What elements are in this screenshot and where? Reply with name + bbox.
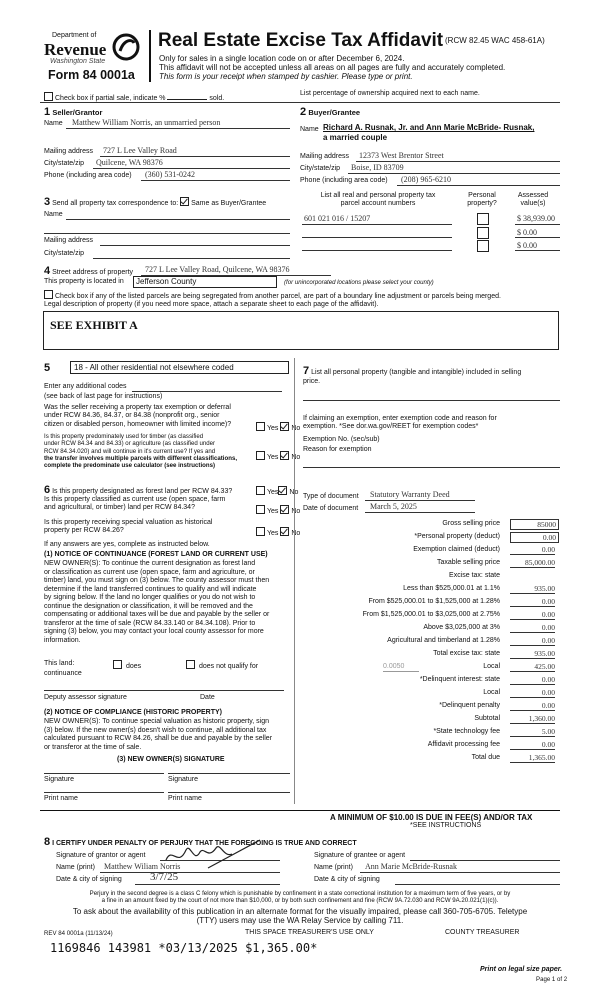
parcels-heading-2: Personal property? [467, 192, 497, 208]
tax-row-label: From $525,000.01 to $1,525,000 at 1.28% [368, 598, 500, 605]
timber-yes-no: Yes No [256, 451, 300, 462]
tax-row-label: *Delinquent interest: state [419, 676, 500, 683]
parcel-account-1: 601 021 016 / 15207 [304, 214, 371, 223]
county-treasurer: COUNTY TREASURER [445, 929, 520, 936]
timber-yes-checkbox[interactable] [256, 451, 265, 460]
personal-property-checkbox-3[interactable] [477, 240, 489, 252]
deputy-signature-line[interactable] [44, 690, 284, 691]
doc-date: March 5, 2025 [370, 502, 417, 511]
parcel-value-3: $ 0.00 [517, 241, 537, 250]
grantor-date-label: Date & city of signing [56, 876, 122, 883]
buyer-name-label: Name [300, 126, 319, 133]
grantee-date-label: Date & city of signing [314, 876, 380, 883]
same-as-buyer-checkbox[interactable] [180, 197, 189, 206]
tax-row-label: Total due [471, 754, 500, 761]
tax-row-value: 0.00 [510, 688, 555, 698]
street-address-label: 4 Street address of property [44, 265, 134, 277]
dept-line: Department of [52, 32, 97, 39]
corr-city-field[interactable] [93, 258, 290, 259]
seller-heading: 1 Seller/Grantor [44, 106, 103, 118]
seller-city: Quilcene, WA 98376 [96, 158, 163, 167]
treasurer-receipt: 1169846 143981 *03/13/2025 $1,365.00* [50, 941, 318, 955]
grantor-sig-label: Signature of grantor or agent [56, 852, 146, 859]
forest-land-question: 6 Is this property designated as forest land per RCW 84.33? [44, 484, 233, 496]
exemption-no-checkbox[interactable] [280, 422, 289, 431]
seller-mail: 727 L Lee Valley Road [103, 146, 177, 155]
grantee-sig-line[interactable] [410, 860, 560, 861]
personal-property-checkbox-2[interactable] [477, 227, 489, 239]
new-owner-signature-heading: (3) NEW OWNER(S) SIGNATURE [117, 756, 225, 763]
continuance-label: continuance [44, 670, 82, 677]
parcels-heading-1: List all real and personal property tax parcel account numbers [320, 192, 436, 208]
list-percentage-note: List percentage of ownership acquired next to each name. [300, 90, 480, 97]
grantor-name: Matthew Wiliam Norris [104, 862, 181, 871]
does-option: does [113, 660, 141, 671]
tax-row-label: Local [483, 663, 500, 670]
exemption-note: If claiming an exemption, enter exemption code and reason for exemption. *See dor.wa.gov/REET for exemption codes* [303, 415, 497, 431]
additional-codes-field[interactable] [132, 391, 282, 392]
parcel-account-field-3[interactable] [302, 250, 452, 251]
correspondence-heading: 3 Send all property tax correspondence to: Same as Buyer/Grantee [44, 196, 267, 208]
doc-date-label: Date of document [303, 505, 359, 512]
tax-row-label: Local [483, 689, 500, 696]
historic-yes-checkbox[interactable] [256, 527, 265, 536]
tax-row-value: 0.00 [510, 623, 555, 633]
tax-row-value: 425.00 [510, 662, 555, 672]
owner-print-label-2: Print name [168, 795, 202, 802]
exemption-yes-no: Yes No [256, 422, 300, 433]
parcels-heading-3: Assessed value(s) [517, 192, 549, 208]
buyer-name: Richard A. Rusnak, Jr. and Ann Marie McBride- Rusnak, [323, 123, 535, 132]
tax-row-value: 0.00 [510, 545, 555, 555]
reason-field[interactable] [303, 467, 560, 468]
grantee-name: Ann Marie McBride-Rusnak [365, 862, 457, 871]
header-note-1: Only for sales in a single location code on or after December 6, 2024. [159, 54, 405, 63]
grantee-sig-label: Signature of grantee or agent [314, 852, 406, 859]
revenue-logo-icon [112, 33, 140, 61]
form-title: Real Estate Excise Tax Affidavit [158, 30, 444, 51]
tax-row-label: From $1,525,000.01 to $3,025,000 at 2.75% [362, 611, 500, 618]
dept-state: Washington State [50, 58, 106, 65]
corr-name-field[interactable] [66, 219, 290, 220]
corr-mail-label: Mailing address [44, 237, 94, 244]
page-number: Page 1 of 2 [536, 976, 568, 983]
legal-description-text: SEE EXHIBIT A [50, 318, 138, 332]
see-instructions-note: *SEE INSTRUCTIONS [410, 822, 482, 829]
legal-description-label: Legal description of property (if you need more space, attach a separate sheet to each page of the affidavit). [44, 301, 379, 308]
parcel-value-2: $ 0.00 [517, 228, 537, 237]
partial-sale-row: Check box if partial sale, indicate % sold. [44, 92, 224, 103]
personal-property-text: 7 List all personal property (tangible and intangible) included in selling price. [303, 365, 522, 386]
seller-name-label: Name [44, 120, 63, 127]
owner-print-label-1: Print name [44, 795, 78, 802]
grantor-date: 3/7/25 [150, 871, 179, 883]
tax-row-value: 1,365.00 [510, 753, 555, 763]
current-use-no-checkbox[interactable] [280, 505, 289, 514]
tax-row-value: 935.00 [510, 584, 555, 594]
header-note-3: This form is your receipt when stamped by cashier. Please type or print. [159, 72, 413, 81]
tax-row-label: Subtotal [474, 715, 500, 722]
buyer-city-label: City/state/zip [300, 165, 341, 172]
forest-yes-no: Yes No [256, 486, 298, 497]
buyer-city: Boise, ID 83709 [351, 163, 404, 172]
minimum-due-note: A MINIMUM OF $10.00 IS DUE IN FEE(S) AND/OR TAX [330, 813, 533, 822]
current-use-question: Is this property classified as current use (open space, farm and agricultural, or timber) land per RCW 84.34? [44, 496, 226, 512]
seller-name: Matthew William Norris, an unmarried person [72, 118, 221, 127]
deputy-date-label: Date [200, 694, 215, 701]
tax-row-value[interactable]: 0.00 [510, 532, 559, 543]
alt-format-line-1: To ask about the availability of this publication in an alternate format for the visually impaired, please call 360-705-6705. Teletype [72, 907, 528, 916]
section-5-number: 5 [44, 362, 51, 374]
reason-label: Reason for exemption [303, 446, 372, 453]
timber-question: Is this property predominately used for timber (as classified under RCW 84.34 and 84.33) or agriculture (as classified under RCW 84.34.020) and will continue in it's current use? If yes and the transfer involves multiple parcels with different classifications, complete the predominate use calculator (see instructions) [44, 433, 238, 470]
timber-no-checkbox[interactable] [280, 451, 289, 460]
tax-row-label: Affidavit processing fee [427, 741, 500, 748]
segregated-row: Check box if any of the listed parcels are being segregated from another parcel, are part of a boundary line adjustment or parcels being merged. [44, 290, 501, 301]
tax-row-label: Taxable selling price [436, 559, 500, 566]
tax-row-value: 5.00 [510, 727, 555, 737]
buyer-heading: 2 Buyer/Grantee [300, 106, 361, 118]
historic-no-checkbox[interactable] [280, 527, 289, 536]
located-in-label: This property is located in [44, 278, 124, 285]
corr-mail-field[interactable] [100, 245, 290, 246]
does-not-option: does not qualify for [186, 660, 258, 671]
land-use-code-select[interactable]: 18 - All other residential not elsewhere coded [70, 361, 289, 374]
current-use-yes-no: Yes No [256, 505, 300, 516]
grantor-name-label: Name (print) [56, 864, 95, 871]
dept-revenue: Revenue [44, 40, 107, 59]
header-divider [149, 30, 151, 82]
deputy-signature-label: Deputy assessor signature [44, 694, 127, 701]
corr-city-label: City/state/zip [44, 250, 85, 257]
owner-signature-line-2[interactable] [168, 773, 290, 774]
notice-continuance-heading: (1) NOTICE OF CONTINUANCE (FOREST LAND OR CURRENT USE) [44, 551, 268, 558]
historic-yes-no: Yes No [256, 527, 300, 538]
tax-row-label: *State technology fee [433, 728, 500, 735]
seller-mail-label: Mailing address [44, 148, 94, 155]
legal-description-box[interactable] [43, 311, 559, 350]
buyer-phone-label: Phone (including area code) [300, 177, 388, 184]
owner-print-line-2[interactable] [168, 792, 290, 793]
historic-question: Is this property receiving special valuation as historical property per RCW 84.26? [44, 519, 213, 535]
county-select[interactable]: Jefferson County [133, 276, 277, 288]
tax-row-value: 0.00 [510, 701, 555, 711]
buyer-name-2: a married couple [323, 133, 388, 142]
rev-number: REV 84 0001a (11/13/24) [44, 930, 113, 937]
this-land-label: This land: [44, 660, 75, 667]
tax-row-value[interactable]: 85000 [510, 519, 559, 530]
tax-row-label: Exemption claimed (deduct) [413, 546, 500, 553]
form-rcw: (RCW 82.45 WAC 458-61A) [445, 36, 545, 45]
grantee-name-label: Name (print) [314, 864, 353, 871]
segregated-checkbox[interactable] [44, 290, 53, 299]
tax-row-value: 935.00 [510, 649, 555, 659]
notice-compliance-body: NEW OWNER(S): To continue special valuation as historic property, sign (3) below. If the new owner(s) doesn't wish to continue, all additional tax calculated pursuant to RCW 84.26, shall be due and payable by the seller or transferor at the time of sale. [44, 718, 273, 751]
tax-row-label: *Delinquent penalty [439, 702, 500, 709]
unincorporated-note: (for unincorporated locations please select your county) [284, 279, 434, 286]
tax-row-value: 1,360.00 [510, 714, 555, 724]
buyer-phone: (208) 965-6210 [401, 175, 451, 184]
tax-row-value: 0.00 [510, 675, 555, 685]
local-rate: 0.0050 [383, 663, 419, 672]
buyer-mail: 12373 West Brentor Street [359, 151, 444, 160]
exemption-question: Was the seller receiving a property tax exemption or deferral under RCW 84.36, 84.37, or 84.38 (nonprofit org., senior citizen or disabled person, homeowner with limited income)? [44, 404, 232, 428]
tax-row-label: Total excise tax: state [433, 650, 500, 657]
doc-type: Statutory Warranty Deed [370, 490, 450, 499]
partial-sale-checkbox[interactable] [44, 92, 53, 101]
tax-row-label: Excise tax: state [449, 572, 500, 579]
grantee-date-line[interactable] [395, 884, 560, 885]
tax-row-value: 0.00 [510, 597, 555, 607]
if-yes-note: If any answers are yes, complete as instructed below. [44, 541, 210, 548]
owner-signature-line-1[interactable] [44, 773, 164, 774]
current-use-yes-checkbox[interactable] [256, 505, 265, 514]
property-address: 727 L Lee Valley Road, Quilcene, WA 98376 [145, 265, 290, 274]
perjury-line-1: Perjury in the second degree is a class C felony which is punishable by confinement in a state correctional institution for a maximum term of five years, or by [89, 890, 511, 897]
tax-row-label: Less than $525,000.01 at 1.1% [403, 585, 500, 592]
tax-row-label: *Personal property (deduct) [414, 533, 500, 540]
tax-row-value: 0.00 [510, 636, 555, 646]
seller-phone-label: Phone (including area code) [44, 172, 132, 179]
buyer-mail-label: Mailing address [300, 153, 350, 160]
exemption-no-label: Exemption No. (sec/sub) [303, 436, 380, 443]
forest-no-checkbox[interactable] [278, 486, 287, 495]
form-number: Form 84 0001a [48, 68, 135, 82]
notice-compliance-heading: (2) NOTICE OF COMPLIANCE (HISTORIC PROPERTY) [44, 709, 222, 716]
owner-signature-label-2: Signature [168, 776, 198, 783]
tax-row-label: Agricultural and timberland at 1.28% [387, 637, 500, 644]
treasurer-use: THIS SPACE TREASURER'S USE ONLY [245, 929, 374, 936]
perjury-line-2: a fine in an amount fixed by the court of not more than $10,000, or by both such confinement and fine (RCW 9A.72.030 and RCW 9A.20.021(1)(c)). [101, 897, 499, 904]
tax-row-value: 85,000.00 [510, 558, 555, 568]
does-not-qualify-checkbox[interactable] [186, 660, 195, 669]
forest-yes-checkbox[interactable] [256, 486, 265, 495]
exemption-yes-checkbox[interactable] [256, 422, 265, 431]
corr-name-label: Name [44, 211, 63, 218]
header-note-2: This affidavit will not be accepted unless all areas on all pages are fully and accurately completed. [159, 63, 506, 72]
personal-property-checkbox-1[interactable] [477, 213, 489, 225]
tax-row-label: Above $3,025,000 at 3% [423, 624, 500, 631]
additional-codes-label: Enter any additional codes [44, 383, 127, 390]
tax-row-label: Gross selling price [442, 520, 500, 527]
parcel-value-1: $ 38,939.00 [517, 214, 555, 223]
owner-print-line-1[interactable] [44, 792, 164, 793]
tax-row-value: 0.00 [510, 610, 555, 620]
seller-phone: (360) 531-0242 [145, 170, 195, 179]
see-back-note: (see back of last page for instructions) [44, 393, 163, 400]
does-qualify-checkbox[interactable] [113, 660, 122, 669]
tax-row-value: 0.00 [510, 740, 555, 750]
owner-signature-label-1: Signature [44, 776, 74, 783]
legal-paper-note: Print on legal size paper. [480, 966, 563, 973]
notice-continuance-body: NEW OWNER(S): To continue the current designation as forest land or classification as current use (open space, farm and agriculture, or timber) land, you must sign on (3) below. The county assessor must then determine if the land transferred continues to qualify and will indicate by signing below. If the land no longer qualifies or you do not wish to continue the designation or classification, it will be removed and the compensating or additional taxes will be due and payable by the seller or transferor at the time of sale (RCW 84.33.140 or 84.34.108). Prior to signing (3) below, you may contact your local county assessor for more information. [44, 560, 270, 644]
seller-city-label: City/state/zip [44, 160, 85, 167]
parcel-account-field-2[interactable] [302, 237, 452, 238]
certify-heading: 8 I CERTIFY UNDER PENALTY OF PERJURY THAT THE FOREGOING IS TRUE AND CORRECT [44, 836, 357, 848]
alt-format-line-2: (TTY) users may use the WA Relay Service by calling 711. [196, 916, 404, 925]
doc-type-label: Type of document [303, 493, 359, 500]
